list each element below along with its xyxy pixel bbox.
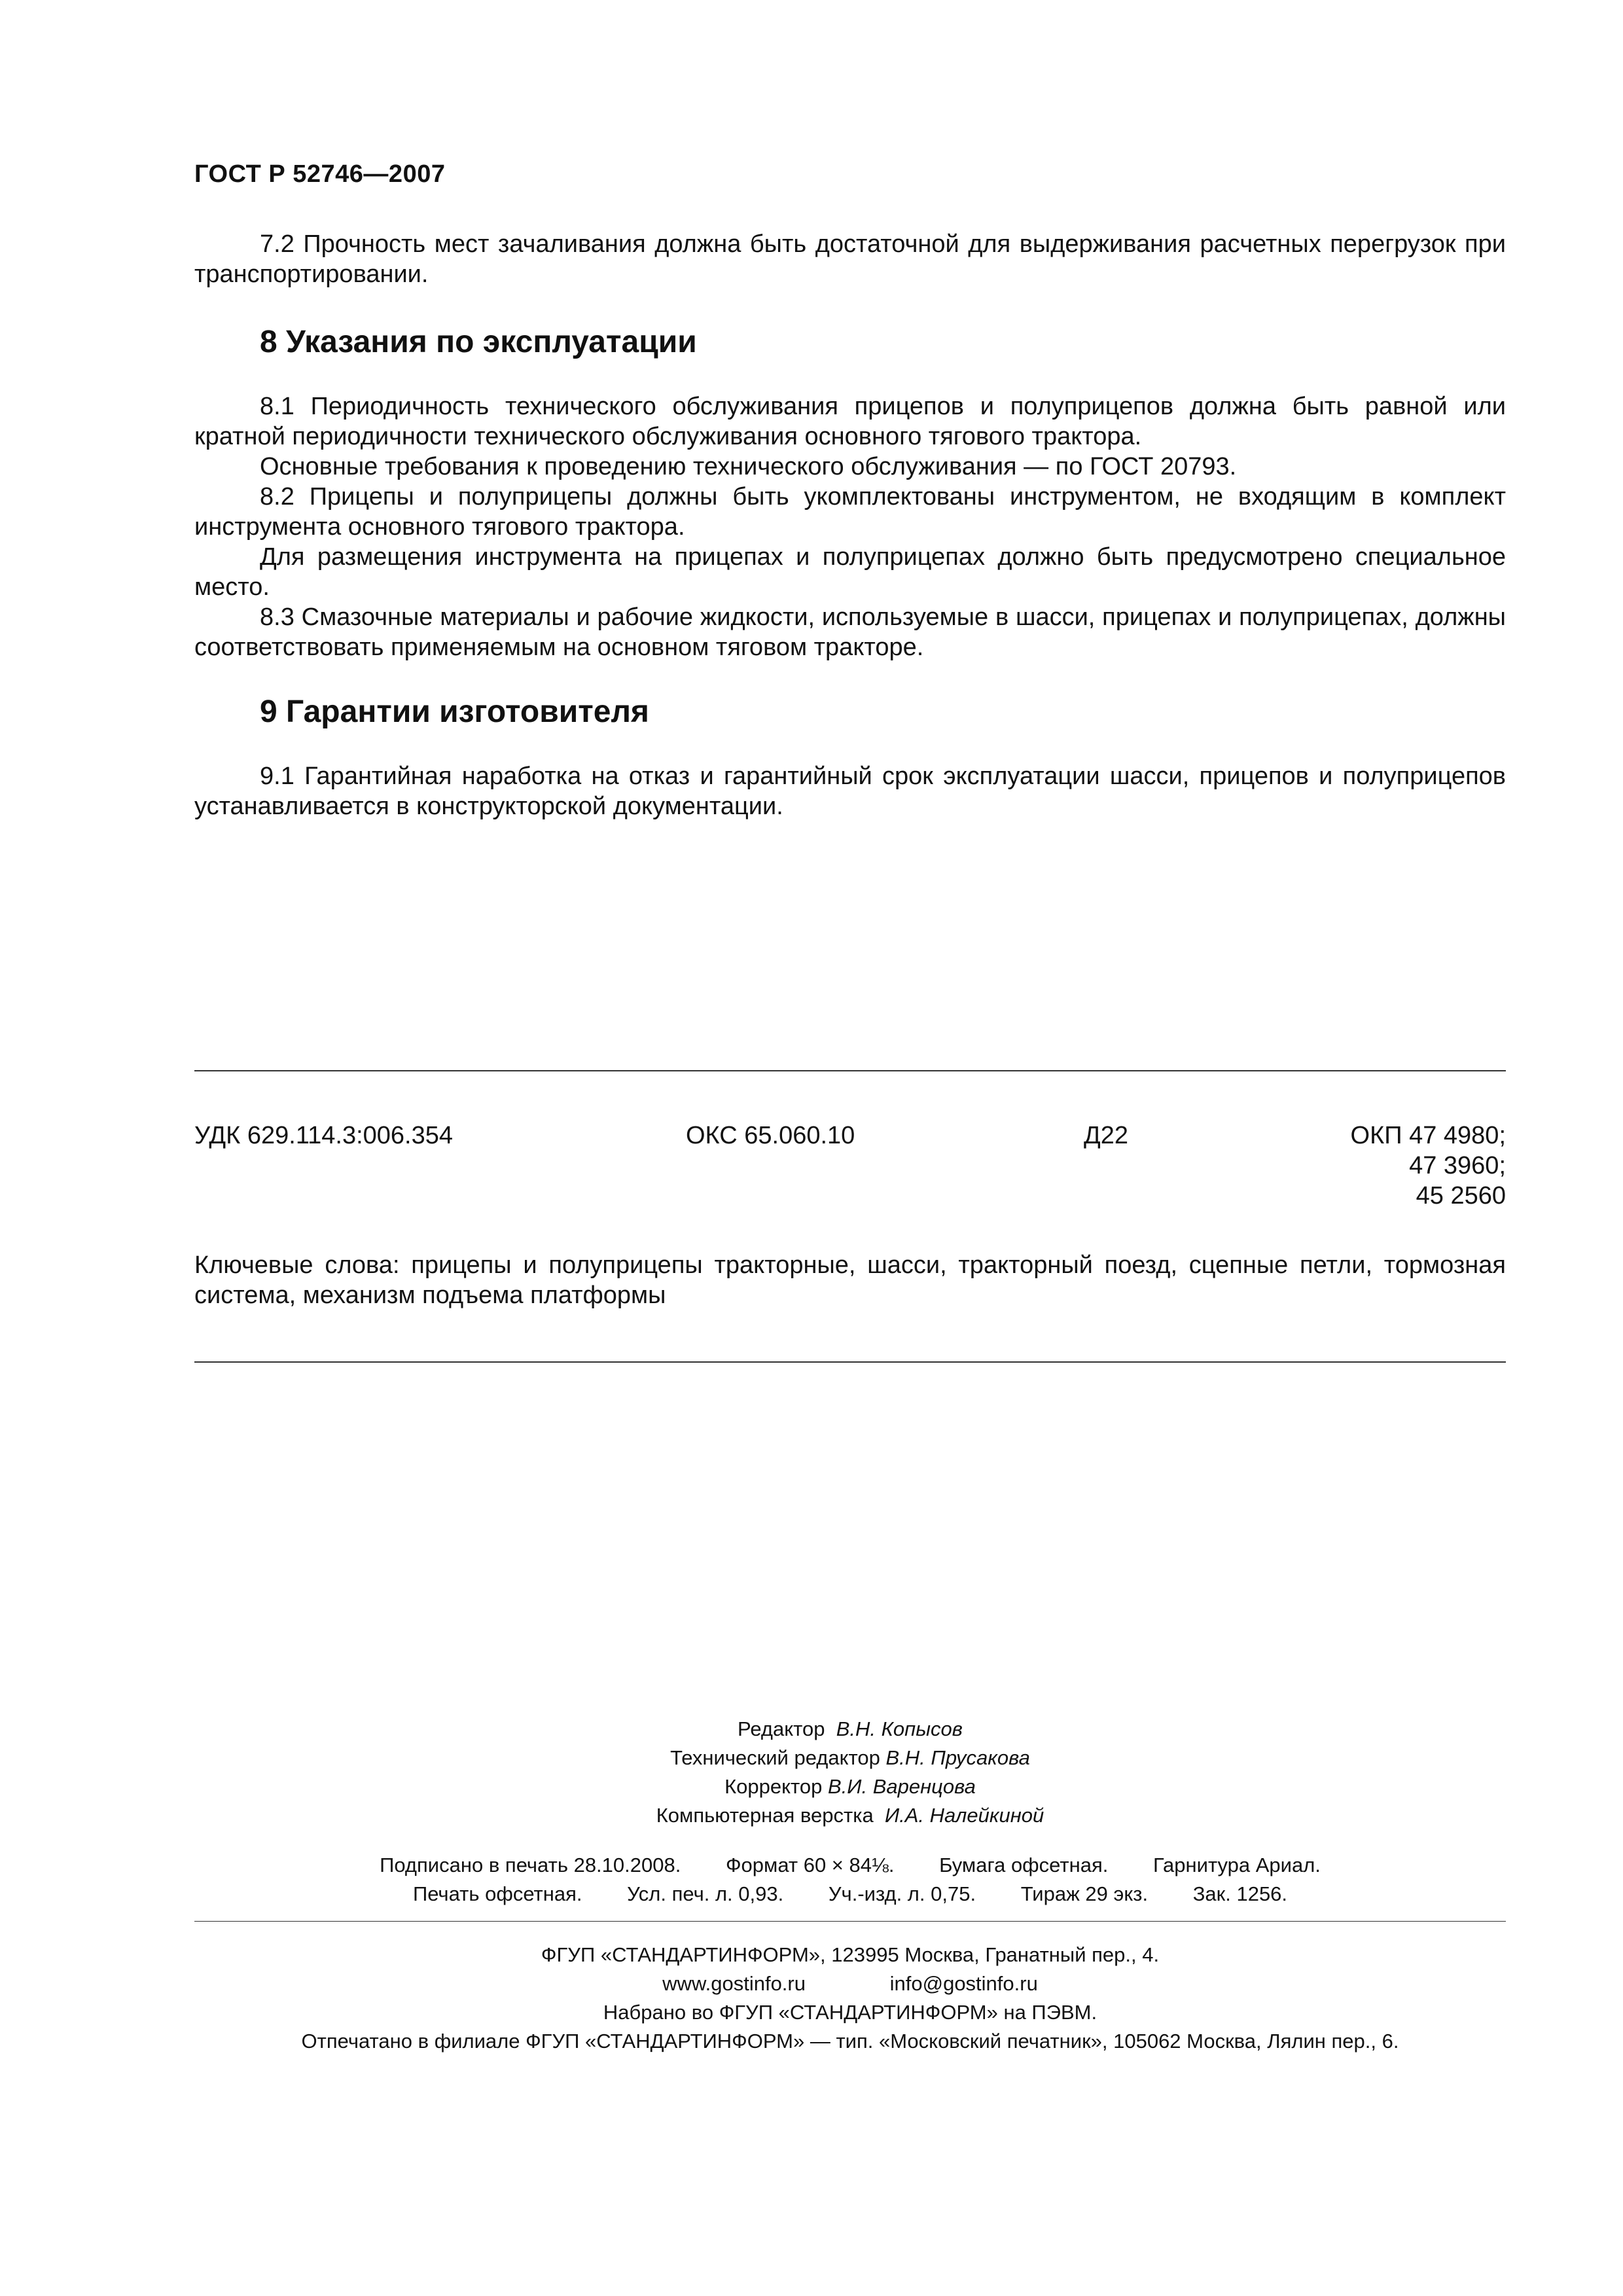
credit-layout	[194, 1801, 1506, 1830]
paragraph-8-1	[194, 391, 1506, 452]
oks-code: ОКС 65.060.10	[686, 1122, 855, 1149]
paragraph-7-2-text: 7.2 Прочность мест зачаливания должна быть достаточной для выдерживания расчетных перегрузок при транспортировании.	[194, 230, 1506, 288]
publisher-line-4: Отпечатано в филиале ФГУП «СТАНДАРТИНФОРМ» — тип. «Московский печатник», 105062 Москва, Лялин пер., 6.	[301, 2030, 1399, 2053]
section-9-title: 9 Гарантии изготовителя	[260, 694, 649, 729]
print-font: Гарнитура Ариал.	[1152, 1854, 1321, 1876]
print-zak: Зак. 1256.	[1192, 1882, 1288, 1905]
okp-code-2: 47 3960;	[1409, 1152, 1506, 1179]
corrector-name: В.И. Варенцова	[828, 1775, 976, 1798]
okp-codes	[1351, 1121, 1506, 1211]
document-header: ГОСТ Р 52746—2007	[194, 160, 446, 188]
publisher-line-1: ФГУП «СТАНДАРТИНФОРМ», 123995 Москва, Гранатный пер., 4.	[541, 1943, 1160, 1966]
paragraph-8-2-b-text: Для размещения инструмента на прицепах и полуприцепах должно быть предусмотрено специальное место.	[194, 543, 1506, 601]
paragraph-8-3	[194, 602, 1506, 662]
print-line-1	[194, 1851, 1506, 1880]
print-details	[194, 1851, 1506, 1909]
paragraph-8-2-b	[194, 542, 1506, 602]
keywords: Ключевые слова: прицепы и полуприцепы тракторные, шасси, тракторный поезд, сцепные петли, тормозная система, механизм подъема платформы	[194, 1251, 1506, 1309]
editor-label: Редактор	[738, 1717, 825, 1740]
d-code: Д22	[1084, 1122, 1129, 1149]
print-uch: Уч.-изд. л. 0,75.	[828, 1882, 976, 1905]
print-usl: Усл. печ. л. 0,93.	[627, 1882, 784, 1905]
corrector-label: Корректор	[724, 1775, 823, 1798]
divider-top	[194, 1070, 1506, 1071]
paragraph-8-2-text: 8.2 Прицепы и полуприцепы должны быть укомплектованы инструментом, не входящим в комплект инструмента основного тягового трактора.	[194, 483, 1506, 541]
paragraph-8-3-text: 8.3 Смазочные материалы и рабочие жидкости, используемые в шасси, прицепах и полуприцепах, должны соответствовать применяемым на основном тяговом тракторе.	[194, 603, 1506, 661]
publisher-line-2	[194, 1969, 1506, 1998]
layout-name: И.А. Налейкиной	[884, 1804, 1044, 1827]
print-line-2	[194, 1880, 1506, 1909]
tech-editor-label: Технический редактор	[670, 1746, 880, 1769]
okp-code-1: ОКП 47 4980;	[1350, 1122, 1506, 1149]
okp-code-3: 45 2560	[1416, 1182, 1506, 1210]
paragraph-8-2	[194, 482, 1506, 542]
tech-editor-name: В.Н. Прусакова	[885, 1746, 1030, 1769]
publisher-email[interactable]: info@gostinfo.ru	[889, 1972, 1038, 1995]
editor-name: В.Н. Копысов	[836, 1717, 963, 1740]
credits-block	[194, 1715, 1506, 1830]
layout-label: Компьютерная верстка	[656, 1804, 874, 1827]
paragraph-9-1	[194, 761, 1506, 821]
udk-code: УДК 629.114.3:006.354	[194, 1122, 454, 1149]
section-8-title: 8 Указания по эксплуатации	[260, 325, 697, 359]
publisher-web[interactable]: www.gostinfo.ru	[662, 1972, 806, 1995]
print-format: Формат 60 × 84⅛.	[725, 1854, 895, 1876]
credit-corrector	[194, 1772, 1506, 1801]
print-paper: Бумага офсетная.	[939, 1854, 1109, 1876]
divider-imprint	[194, 1921, 1506, 1922]
print-tirazh: Тираж 29 экз.	[1020, 1882, 1149, 1905]
credit-editor	[194, 1715, 1506, 1744]
paragraph-8-1-b	[194, 452, 1506, 482]
divider-bottom	[194, 1361, 1506, 1363]
publisher-line-3: Набрано во ФГУП «СТАНДАРТИНФОРМ» на ПЭВМ.	[603, 2001, 1097, 2024]
credit-tech-editor	[194, 1744, 1506, 1772]
paragraph-8-1-b-text: Основные требования к проведению технического обслуживания — по ГОСТ 20793.	[260, 453, 1237, 480]
print-type: Печать офсетная.	[412, 1882, 582, 1905]
paragraph-8-1-text: 8.1 Периодичность технического обслуживания прицепов и полуприцепов должна быть равной или кратной периодичности технического обслуживания основного тягового трактора.	[194, 393, 1506, 450]
paragraph-9-1-text: 9.1 Гарантийная наработка на отказ и гарантийный срок эксплуатации шасси, прицепов и полуприцепов устанавливается в конструкторской документации.	[194, 762, 1506, 820]
paragraph-7-2	[194, 229, 1506, 289]
print-signed: Подписано в печать 28.10.2008.	[380, 1854, 681, 1876]
publisher-block	[194, 1941, 1506, 2056]
